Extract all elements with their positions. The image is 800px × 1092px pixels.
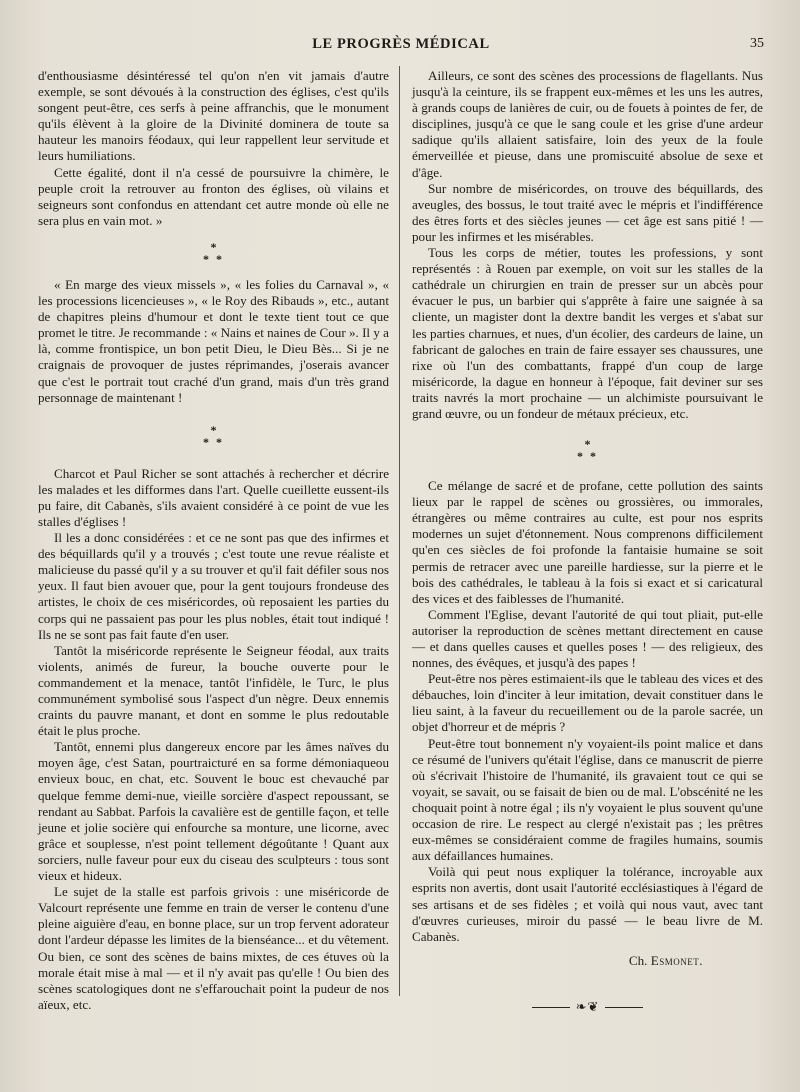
page-header [38,36,764,56]
journal-title: LE PROGRÈS MÉDICAL [312,36,490,52]
paragraph: Comment l'Eglise, devant l'autorité de qui tout pliait, put-elle autoriser la reproduction de scènes mettant directement en cause — et dans quelles causes et quelles poses ! — des religieux, des nonnes, des évêques, et jusqu'à des papes ! [412,606,763,671]
paragraph: Peut-être nos pères estimaient-ils que le tableau des vices et des débauches, loin d'inciter à leur imitation, devait constituer dans le lieu saint, à la faveur du recueillement ou de la parole sacrée, un objet d'horreur et de mépris ? [412,671,763,735]
end-ornament [412,999,763,1015]
paragraph: « En marge des vieux missels », « les folies du Carnaval », « les processions licencieuses », « le Roy des Ribauds », etc., autant de chapitres pleins d'humour et dont le texte tient tout ce que promet le titre. Je recommande : « Nains et naines de Cour ». Il y a là, comme frontispice, un bon petit Dieu, le Dieu Bès... Si je ne craignais de provoquer de justes réprimandes, j'oserais avancer que c'est le portrait tout craché d'un grand, mais d'un très grand personnage de maintenant ! [38,276,389,405]
section-separator: * * * [577,437,598,464]
author-signature [412,953,763,969]
ornament-line-right [605,1007,643,1008]
fleuron-icon: ❧❦ [575,998,600,1014]
paragraph: Sur nombre de miséricordes, on trouve des béquillards, des aveugles, des bossus, le tout traité avec le mépris et l'indifférence des êtres forts et des siècles jeunes — cet âge est sans pitié ! — pour les infirmes et les misérables. [412,180,763,244]
page-number: 35 [750,36,764,51]
paragraph: Il les a donc considérées : et ce ne sont pas que des infirmes et des béquillards qu'il y a trouvés ; c'est toute une revue réaliste et malicieuse du passé qu'il y a su trouver et qu'il fait défiler sous nos yeux. Il faut bien avouer que, pour la gent toujours frondeuse des artistes, le choix de ces miséricordes, où reposaient les parties du corps qui ne passaient pas pour les plus nobles, était tout indiqué ! Ils ne se sont pas fait faute d'en user. [38,530,389,642]
paragraph: Ce mélange de sacré et de profane, cette pollution des saints lieux par le rappel de scènes ou grossières, ou immorales, étrangères ou même contraires au culte, est pour nos esprits modernes un sujet d'étonnement. Nous comprenons difficilement qu'en ces siècles de foi profonde la fantaisie humaine se soit permis de retracer avec une pareille hardiesse, sur la pierre et le bois des cathédrales, le tableau à la fois si exact et si caricatural des vices et des faiblesses de l'humanité. [412,478,763,606]
paragraph: Le sujet de la stalle est parfois grivois : une miséricorde de Valcourt représente une femme en train de verser le contenu d'une pleine aiguière d'eau, en bonne place, sur un trop fervent adorateur dont l'ardeur dépasse les limites de la bienséance... et du vêtement. Ou bien, ce sont des scènes de bains mixtes, de ces étuves où la morale était mise à mal — et il n'y avait pas qu'elle ! Ou bien des scènes scatologiques dont ne s'effarouchait point la pudeur de nos aïeux, etc. [38,884,389,1012]
signature-initial: Ch. [628,952,648,968]
paragraph: Voilà qui peut nous expliquer la tolérance, incroyable aux esprits non avertis, dont usait l'autorité ecclésiastiques à l'égard de ses artisans et de ses fidèles ; et voilà qui nous vaut, avec tant d'œuvres curieuses, miroir du passé — le beau livre de M. Cabanès. [412,864,763,944]
left-column [38,68,389,1013]
paragraph: Charcot et Paul Richer se sont attachés à rechercher et décrire les malades et les difformes dans l'art. Quelle cueillette eussent-ils pu faire, dit Cabanès, s'ils avaient considéré à ce point de vue les stalles d'églises ! [38,465,389,529]
signature-surname: Esmonet. [650,952,703,968]
paragraph: d'enthousiasme désintéressé tel qu'on n'en vit jamais d'autre exemple, se sont dévoués à la construction des églises, c'est qu'ils songent peut-être, ces serfs à peine affranchis, que le monument qu'ils élèvent à la gloire de la Divinité dominera de toute sa hauteur les manoirs féodaux, qui leur rappellent leur servitude et leurs humiliations. [38,68,389,164]
paragraph: Ailleurs, ce sont des scènes des processions de flagellants. Nus jusqu'à la ceinture, ils se frappent eux-mêmes et les uns les autres, à grands coups de lanières de cuir, ou de fouets à pointes de fer, de disciplines, jusqu'à ce que le sang coule et les grise d'une ardeur sadique qu'ils allaient satisfaire, loin des yeux de la foule émerveillée et pieuse, dans une promiscuité absolue de sexe et d'âge. [412,68,763,180]
paragraph: Tantôt, ennemi plus dangereux encore par les âmes naïves du moyen âge, c'est Satan, pourtraicturé en sa forme démoniaqueou envieux bouc, en chat, etc. Souvent le bouc est chevauché par quelque femme demi-nue, vieille sorcière d'aspect repoussant, se rendant au Sabbat. Parfois la cavalière est de gentille façon, et telle jeune et jolie socière qui enfourche sa monture, une licorne, avec grâce et souplesse, n'est point tellement dégoûtante ! Quant aux sorciers, nulle faveur pour eux du ciseau des sculpteurs : tous sont vieux et hideux. [38,739,389,884]
section-separator: * * * [203,422,224,449]
paragraph: Peut-être tout bonnement n'y voyaient-ils point malice et dans ce résumé de l'univers qu'était l'église, dans ce manuscrit de pierre où s'écrivait l'histoire de l'humanité, ils gravaient tout ce qui se voyait, se savait, ou se faisait de bien ou de mal. L'obscénité ne les choquait point à notre égal ; ils n'y voyaient le plus souvent qu'une occasion de rire. Le respect au clergé n'existait pas ; les prêtres eux-mêmes se considéraient comme de fragiles humains, soumis aux défaillances humaines. [412,735,763,864]
paragraph: Tous les corps de métier, toutes les professions, y sont représentés : à Rouen par exemple, on voit sur les stalles de la cathédrale un chirurgien en train de presser sur un abcès pour évacuer le pus, un barbier qui s'apprête à faire une saignée à sa cliente, un magister dont la dextre bandit les verges et s'abat sur les parties charnues, et nues, d'un écolier, des cardeurs de laine, un fabricant de galoches en train de faire essayer ses chaussures, une rixe où l'un des combattants, frappé d'un coup de large miséricorde, la dague en honneur à l'époque, fait deviner sur ses traits navrés la mort prochaine — un alchimiste poursuivant le grand œuvre, ou un fondeur de métaux précieux, etc. [412,245,763,421]
section-separator: * * * [203,239,224,266]
right-column [412,68,763,1015]
column-divider [399,66,400,996]
ornament-line-left [532,1007,570,1008]
paragraph: Cette égalité, dont il n'a cessé de poursuivre la chimère, le peuple croit la retrouver au fronton des églises, où vilains et seigneurs sont confondus en attendant cet autre monde où elle ne sera plus en vain mot. » [38,164,389,228]
paragraph: Tantôt la miséricorde représente le Seigneur féodal, aux traits violents, animés de fureur, la bouche ouverte pour le commandement et la menace, tantôt l'infidèle, le Turc, le plus communément symbolisé sous l'aspect d'un nègre. Deux ennemis craints du pauvre manant, et dont en somme le plus redoutable était le plus proche. [38,642,389,739]
